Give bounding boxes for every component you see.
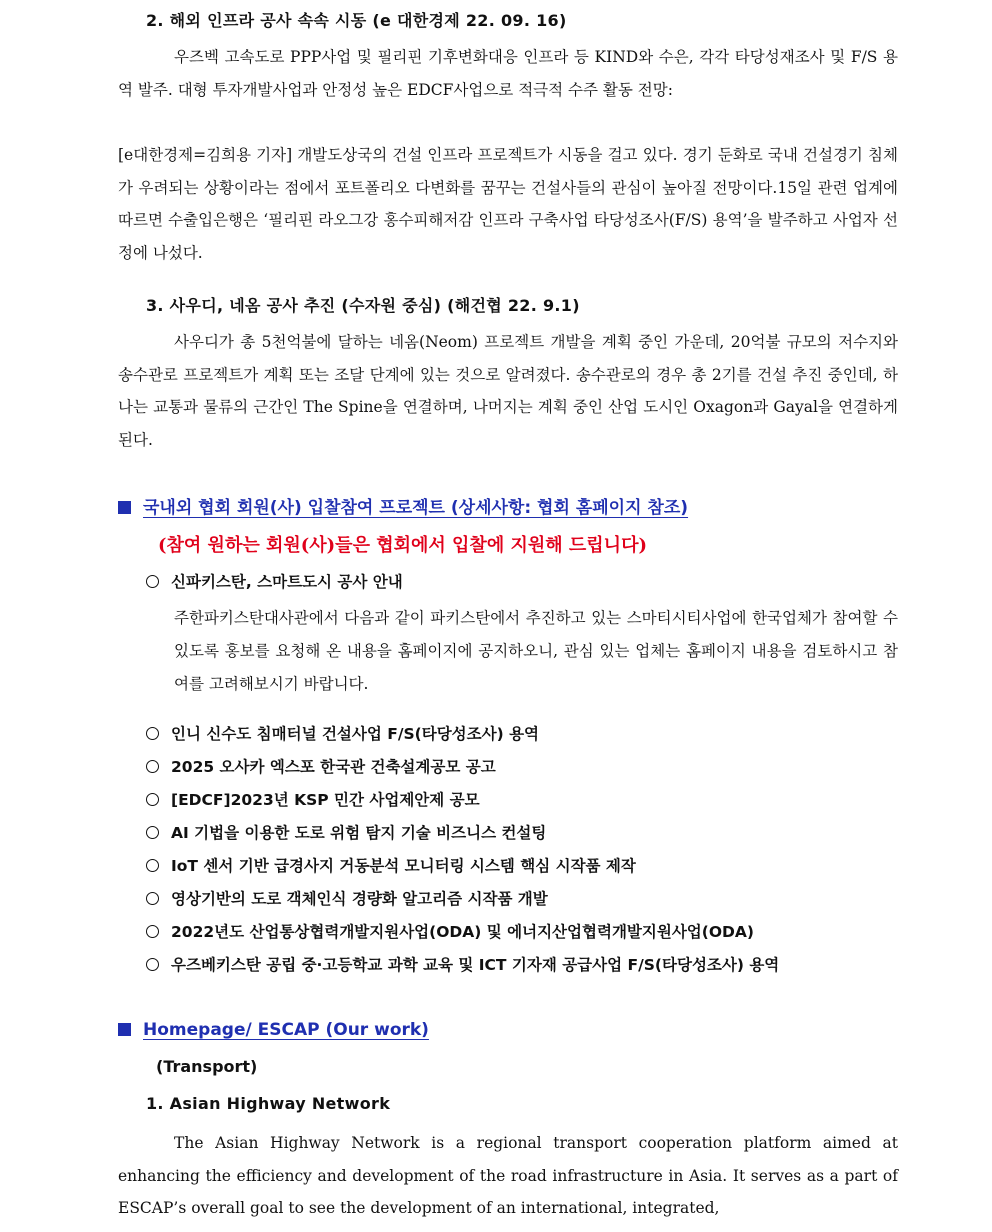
escap-heading[interactable] [118,1020,898,1040]
section-3-title: 3. 사우디, 네옴 공사 추진 (수자원 중심) (해건협 22. 9.1) [146,296,580,315]
escap-subheading: (Transport) [156,1057,258,1076]
circle-bullet-icon [146,575,159,588]
escap-heading-text: Homepage/ ESCAP (Our work) [143,1020,429,1040]
escap-item-1-text: The Asian Highway Network is a regional transport cooperation platform aimed at enhancing the efficiency and development of the road infrastructure in Asia. It serves as a part of ESCAP’s overall goal to see the development of an international, integrated, [118,1134,898,1217]
bidding-item-pakistan-desc: 주한파키스탄대사관에서 다음과 같이 파키스탄에서 추진하고 있는 스마티시티사업에 한국업체가 참여할 수 있도록 홍보를 요청해 온 내용을 홈페이지에 공지하오니, 관심 있는 업체는 홈페이지 내용을 검토하시고 참여를 고려해보시기 바랍니다. [174,609,898,693]
circle-bullet-icon [146,958,159,971]
circle-bullet-icon [146,727,159,740]
circle-bullet-icon [146,793,159,806]
circle-bullet-icon [146,892,159,905]
list-item[interactable]: [EDCF]2023년 KSP 민간 사업제안제 공모 [118,784,898,817]
section-2-summary: 우즈벡 고속도로 PPP사업 및 필리핀 기후변화대응 인프라 등 KIND와 수은, 각각 타당성재조사 및 F/S 용역 발주. 대형 투자개발사업과 안정성 높은 EDCF사업으로 적극적 수주 활동 전망: [118,48,898,99]
circle-bullet-icon [146,826,159,839]
square-bullet-icon [118,501,131,514]
bidding-list [118,718,898,982]
list-item[interactable]: AI 기법을 이용한 도로 위험 탐지 기술 비즈니스 컨설팅 [118,817,898,850]
bidding-note: (참여 원하는 회원(사)들은 협회에서 입찰에 지원해 드립니다) [158,535,647,556]
circle-bullet-icon [146,925,159,938]
section-2-title: 2. 해외 인프라 공사 속속 시동 (e 대한경제 22. 09. 16) [146,11,567,30]
list-item[interactable]: 2025 오사카 엑스포 한국관 건축설계공모 공고 [118,751,898,784]
list-item[interactable]: IoT 센서 기반 급경사지 거동분석 모니터링 시스템 핵심 시작품 제작 [118,850,898,883]
bidding-item-pakistan[interactable]: 신파키스탄, 스마트도시 공사 안내 [118,566,926,599]
escap-item-1-title: 1. Asian Highway Network [146,1094,391,1113]
list-item[interactable]: 우즈베키스탄 공립 중·고등학교 과학 교육 및 ICT 기자재 공급사업 F/S(타당성조사) 용역 [118,949,898,982]
section-3-article: 사우디가 총 5천억불에 달하는 네옴(Neom) 프로젝트 개발을 계획 중인 가운데, 20억불 규모의 저수지와 송수관로 프로젝트가 계획 또는 조달 단계에 있는 것으로 알려졌다. 송수관로의 경우 총 2기를 건설 추진 중인데, 하나는 교통과 물류의 근간인 The Spine을 연결하며, 나머지는 계획 중인 산업 도시인 Oxagon과 Gayal을 연결하게 된다. [118,333,898,449]
circle-bullet-icon [146,859,159,872]
list-item[interactable]: 영상기반의 도로 객체인식 경량화 알고리즘 시작품 개발 [118,883,898,916]
list-item[interactable]: 2022년도 산업통상협력개발지원사업(ODA) 및 에너지산업협력개발지원사업(ODA) [118,916,898,949]
list-item[interactable]: 인니 신수도 침매터널 건설사업 F/S(타당성조사) 용역 [118,718,898,751]
circle-bullet-icon [146,760,159,773]
square-bullet-icon [118,1023,131,1036]
section-2-article: [e대한경제=김희용 기자] 개발도상국의 건설 인프라 프로젝트가 시동을 걸고 있다. 경기 둔화로 국내 건설경기 침체가 우려되는 상황이라는 점에서 포트폴리오 다변화를 꿈꾸는 건설사들의 관심이 높아질 전망이다.15일 관련 업계에 따르면 수출입은행은 ‘필리핀 라오그강 홍수피해저감 인프라 구축사업 타당성조사(F/S) 용역’을 발주하고 사업자 선정에 나섰다. [118,146,898,262]
bidding-heading-text: 국내외 협회 회원(사) 입찰참여 프로젝트 (상세사항: 협회 홈페이지 참조) [143,498,689,518]
bidding-heading[interactable] [118,493,898,518]
